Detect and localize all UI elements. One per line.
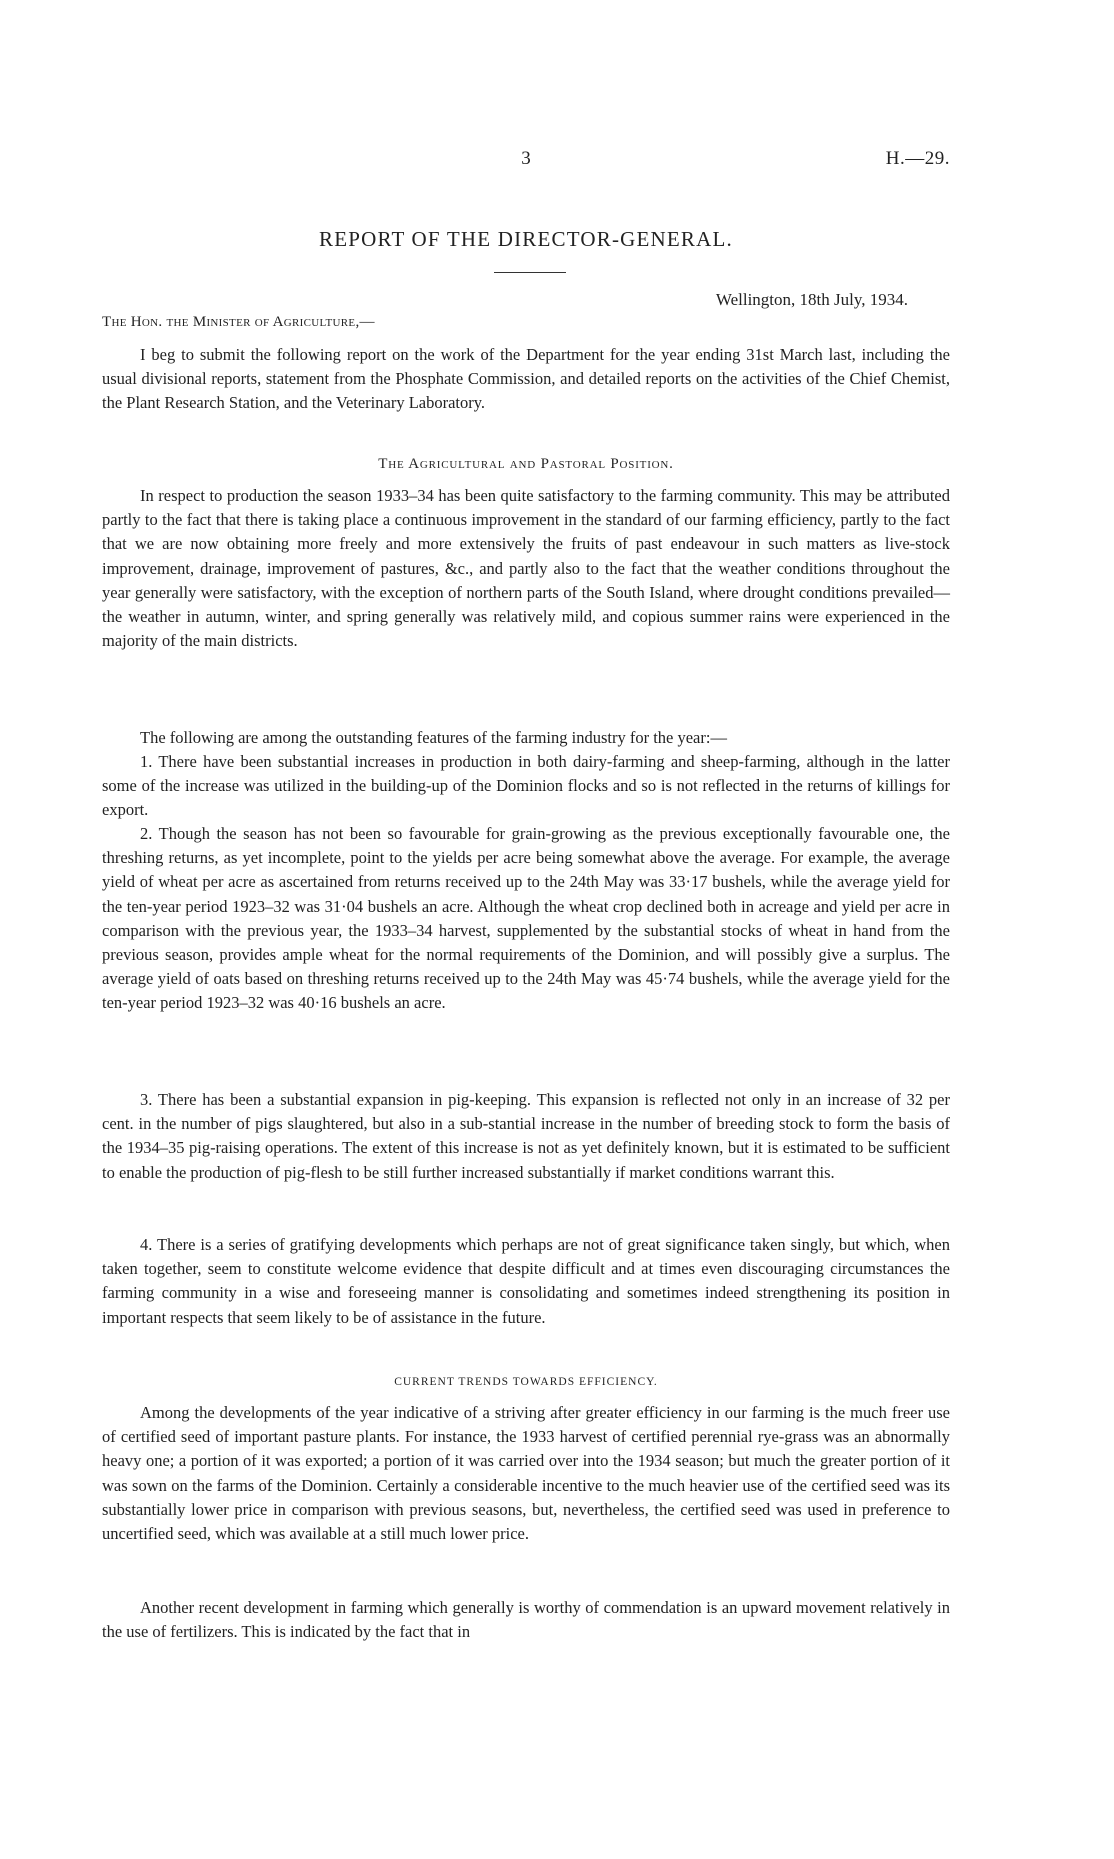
- subsection-paragraph-2: Another recent development in farming which generally is worthy of commendation is an upward movement relatively in the use of fertilizers. This is indicated by the fact that in: [102, 1598, 950, 1642]
- dateline: Wellington, 18th July, 1934.: [715, 290, 908, 309]
- subsection-paragraph-1: Among the developments of the year indicative of a striving after greater efficiency in our farming is the much freer use of certified seed of important pasture plants. For instance, the 1933 harvest of certified perennial rye-grass was an abnormally heavy one; a portion of it was exported; a portion of it was carried over into the 1934 season; but much the greater portion of it was sown on the farms of the Dominion. Certainly a considerable incentive to the much heavier use of the certified seed was its substantially lower price in comparison with previous seasons, but, nevertheless, the certified seed was used in preference to uncertified seed, which was available at a still much lower price.: [102, 1403, 950, 1544]
- document-page: [102, 0, 950, 1859]
- section-heading: The Agricultural and Pastoral Position.: [378, 456, 674, 472]
- feature-item-4: 4. There is a series of gratifying developments which perhaps are not of great significance taken singly, but which, when taken together, seem to constitute welcome evidence that despite difficult and at times even discouraging circumstances the farming community in a wise and foreseeing manner is consolidating and sometimes indeed strengthening its position in important respects that seem likely to be of assistance in the future.: [102, 1235, 950, 1327]
- section-paragraph-2: The following are among the outstanding features of the farming industry for the year:—: [140, 728, 727, 747]
- subsection-heading: CURRENT TRENDS TOWARDS EFFICIENCY.: [394, 1376, 658, 1388]
- page-header: [102, 148, 950, 178]
- document-code: H.—29.: [885, 148, 950, 169]
- title-divider: [494, 272, 566, 273]
- page-number: 3: [521, 148, 531, 169]
- feature-item-2: 2. Though the season has not been so favourable for grain-growing as the previous exceptionally favourable one, the threshing returns, as yet incomplete, point to the yields per acre being somewhat above the average. For example, the average yield of wheat per acre as ascertained from returns received up to the 24th May was 33·17 bushels, while the average yield for the ten-year period 1923–32 was 31·04 bushels an acre. Although the wheat crop declined both in acreage and yield per acre in comparison with the previous year, the 1933–34 harvest, supplemented by the substantial stocks of wheat in hand from the previous season, provides ample wheat for the normal requirements of the Dominion, and will possibly give a surplus. The average yield of oats based on threshing returns received up to the 24th May was 45·74 bushels, while the average yield for the ten-year period 1923–32 was 40·16 bushels an acre.: [102, 824, 950, 1013]
- report-title: REPORT OF THE DIRECTOR-GENERAL.: [319, 227, 733, 251]
- feature-item-1: 1. There have been substantial increases in production in both dairy-farming and sheep-farming, although in the latter some of the increase was utilized in the building-up of the Dominion flocks and so is not reflected in the returns of killings for export.: [102, 752, 950, 820]
- intro-paragraph: I beg to submit the following report on the work of the Department for the year ending 31st March last, including the usual divisional reports, statement from the Phosphate Commission, and detailed reports on the activities of the Chief Chemist, the Plant Research Station, and the Veterinary Laboratory.: [102, 345, 950, 413]
- section-paragraph-1: In respect to production the season 1933–34 has been quite satisfactory to the farming community. This may be attributed partly to the fact that there is taking place a continuous improvement in the standard of our farming efficiency, partly to the fact that we are now obtaining more freely and more extensively the fruits of past endeavour in such matters as live-stock improvement, drainage, improvement of pastures, &c., and partly also to the fact that the weather conditions throughout the year generally were satisfactory, with the exception of northern parts of the South Island, where drought conditions prevailed—the weather in autumn, winter, and spring generally was relatively mild, and copious summer rains were experienced in the majority of the main districts.: [102, 486, 950, 651]
- feature-item-3: 3. There has been a substantial expansion in pig-keeping. This expansion is reflected not only in an increase of 32 per cent. in the number of pigs slaughtered, but also in a sub-stantial increase in the number of breeding stock to form the basis of the 1934–35 pig-raising operations. The extent of this increase is not as yet definitely known, but it is estimated to be sufficient to enable the production of pig-flesh to be still further increased substantially if market conditions warrant this.: [102, 1090, 950, 1182]
- salutation: The Hon. the Minister of Agriculture,—: [102, 314, 375, 330]
